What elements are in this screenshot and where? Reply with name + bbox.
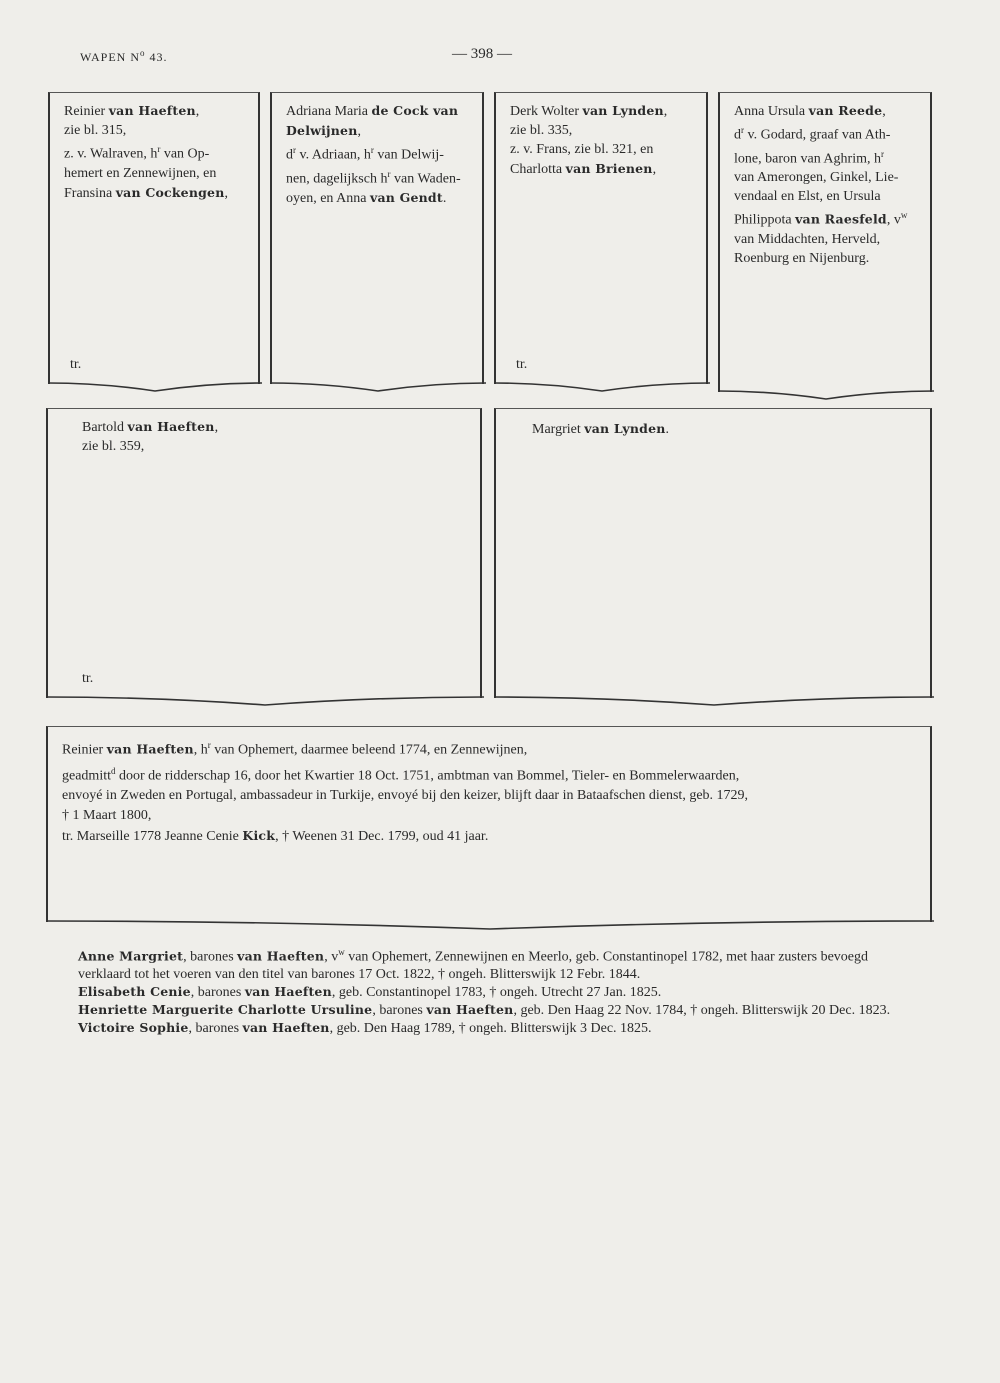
- text-line: $d^r$ v. Adriaan, $h^r$ van Delwij-: [286, 145, 444, 163]
- text-line: vendaal en Elst, en Ursula: [734, 189, 881, 205]
- box-bottom-flourish: [270, 382, 486, 396]
- surname: van Reede: [808, 103, 883, 118]
- text-line: tr. Marseille 1778 Jeanne Cenie Kick, † Weenen 31 Dec. 1799, oud 41 jaar.: [62, 828, 489, 845]
- box-bottom-flourish: [46, 696, 484, 710]
- surname: van Cockengen: [115, 184, 225, 200]
- box-bottom-flourish: [494, 382, 710, 396]
- children-list: [78, 944, 908, 1037]
- main-person-text: [62, 735, 916, 847]
- surname: de Cock van: [371, 103, 459, 118]
- text-line: geadmitt$^d$ door de ridderschap 16, door het Kwartier 18 Oct. 1751, ambtman van Bommel, Tieler- en Bommelerwaarden,: [62, 765, 740, 784]
- child-entry: Elisabeth Cenie, barones van Haeften, geb. Constantinopel 1783, † ongeh. Utrecht 27 Jan. 1825.: [78, 983, 662, 1000]
- child-entry: Victoire Sophie, barones van Haeften, geb. Den Haag 1789, † ongeh. Blitterswijk 3 Dec. 1825.: [78, 1019, 652, 1036]
- text-line: Roenburg en Nijenburg.: [734, 250, 870, 266]
- superscript: r: [741, 125, 744, 135]
- surname: van Raesfeld: [795, 211, 887, 227]
- text-line: van Amerongen, Ginkel, Lie-: [734, 170, 899, 186]
- superscript: r: [207, 740, 211, 750]
- parent-text: [532, 419, 918, 439]
- ancestor-text: [734, 101, 918, 268]
- surname: van Haeften: [127, 419, 215, 434]
- surname: Victoire Sophie: [78, 1019, 189, 1035]
- parent-box-1: [46, 408, 482, 698]
- text-line: lone, baron van Aghrim, $h^r$: [734, 148, 884, 167]
- box-bottom-flourish: [718, 390, 934, 404]
- superscript: r: [387, 168, 391, 179]
- parent-text: [82, 417, 468, 456]
- ancestor-text: [286, 101, 470, 208]
- text-line: van Middachten, Herveld,: [734, 231, 881, 247]
- surname: van Haeften: [244, 983, 332, 999]
- text-line: $d^r$ v. Godard, graaf van Ath-: [734, 125, 891, 143]
- surname: van Brienen: [565, 161, 653, 176]
- child-entry: Anne Margriet, barones van Haeften, $v^w$ van Ophemert, Zennewijnen en Meerlo, geb. Constantinopel 1782, met haar zusters bevoegd verklaard tot het voeren van den titel van barones 17 Oct. 1822, † ongeh. Blitterswijk 12 Febr. 1844.: [78, 947, 869, 982]
- text-line: z. v. Frans, zie bl. 321, en: [510, 142, 654, 157]
- surname: Henriette Marguerite Charlotte Ursuline: [78, 1001, 373, 1017]
- main-person-box: [46, 726, 932, 922]
- text-line: Anna Ursula van Reede,: [734, 103, 886, 119]
- text-line: † 1 Maart 1800,: [62, 808, 152, 824]
- text-line: hemert en Zennewijnen, en: [64, 165, 217, 181]
- superscript: w: [338, 947, 345, 957]
- superscript: r: [880, 148, 884, 159]
- ancestor-text: [64, 101, 246, 203]
- header-prefix: WAPEN N: [80, 50, 140, 64]
- surname: Delwijnen: [286, 123, 358, 138]
- ancestor-box-2: [270, 92, 484, 384]
- text-line: zie bl. 315,: [64, 123, 127, 138]
- surname: van Haeften: [106, 741, 194, 757]
- header-number: 43.: [149, 50, 168, 64]
- text-line: Bartold van Haeften,: [82, 419, 219, 435]
- marriage-marker: tr.: [70, 357, 82, 372]
- surname: van Haeften: [108, 103, 196, 118]
- running-header: [80, 48, 168, 65]
- text-line: Derk Wolter van Lynden,: [510, 103, 668, 119]
- ancestor-box-1: [48, 92, 260, 384]
- surname: Anne Margriet: [78, 948, 184, 964]
- surname: van Haeften: [237, 948, 325, 964]
- superscript: w: [900, 210, 908, 221]
- child-entry: Henriette Marguerite Charlotte Ursuline, barones van Haeften, geb. Den Haag 22 Nov. 1784, † ongeh. Blitterswijk 20 Dec. 1823.: [78, 1001, 891, 1018]
- text-line: Reinier van Haeften,: [64, 103, 200, 119]
- surname: Elisabeth Cenie: [78, 983, 191, 999]
- text-line: Margriet van Lynden.: [532, 421, 670, 437]
- superscript: r: [157, 144, 161, 154]
- surname: van Lynden: [584, 421, 666, 436]
- text-line: Adriana Maria de Cock van: [286, 103, 459, 119]
- text-line: Philippota van Raesfeld, $v^w$: [734, 210, 908, 228]
- text-line: z. v. Walraven, $h^r$ van Op-: [64, 144, 210, 162]
- text-line: zie bl. 335,: [510, 123, 573, 138]
- page-number: — 398 —: [452, 46, 512, 62]
- superscript: r: [370, 145, 374, 155]
- text-line: oyen, en Anna van Gendt.: [286, 190, 447, 207]
- text-line: Charlotta van Brienen,: [510, 161, 657, 177]
- box-bottom-flourish: [494, 696, 934, 710]
- text-line: envoyé in Zweden en Portugal, ambassadeur in Turkije, envoyé bij den keizer, blijft daar in Bataafschen dienst, geb. 1729,: [62, 788, 749, 804]
- surname: van Haeften: [242, 1019, 330, 1035]
- box-bottom-flourish: [48, 382, 262, 396]
- ancestor-box-4: [718, 92, 932, 392]
- ancestor-text: [510, 101, 694, 179]
- header-sup: o: [140, 48, 146, 58]
- ancestor-box-3: [494, 92, 708, 384]
- marriage-marker: tr.: [516, 357, 528, 372]
- text-line: Fransina van Cockengen,: [64, 184, 229, 201]
- text-line: nen, dagelijksch $h^r$ van Waden-: [286, 168, 461, 187]
- superscript: d: [111, 765, 116, 776]
- marriage-marker: tr.: [82, 671, 94, 686]
- text-line: Delwijnen,: [286, 123, 362, 139]
- box-bottom-flourish: [46, 920, 934, 934]
- surname: Kick: [242, 828, 276, 844]
- text-line: zie bl. 359,: [82, 439, 145, 454]
- surname: van Haeften: [426, 1001, 514, 1017]
- surname: van Lynden: [582, 103, 664, 118]
- text-line: Reinier van Haeften, $h^r$ van Ophemert, daarmee beleend 1774, en Zennewijnen,: [62, 740, 528, 758]
- surname: van Gendt: [369, 190, 443, 206]
- superscript: r: [293, 145, 296, 155]
- parent-box-2: [494, 408, 932, 698]
